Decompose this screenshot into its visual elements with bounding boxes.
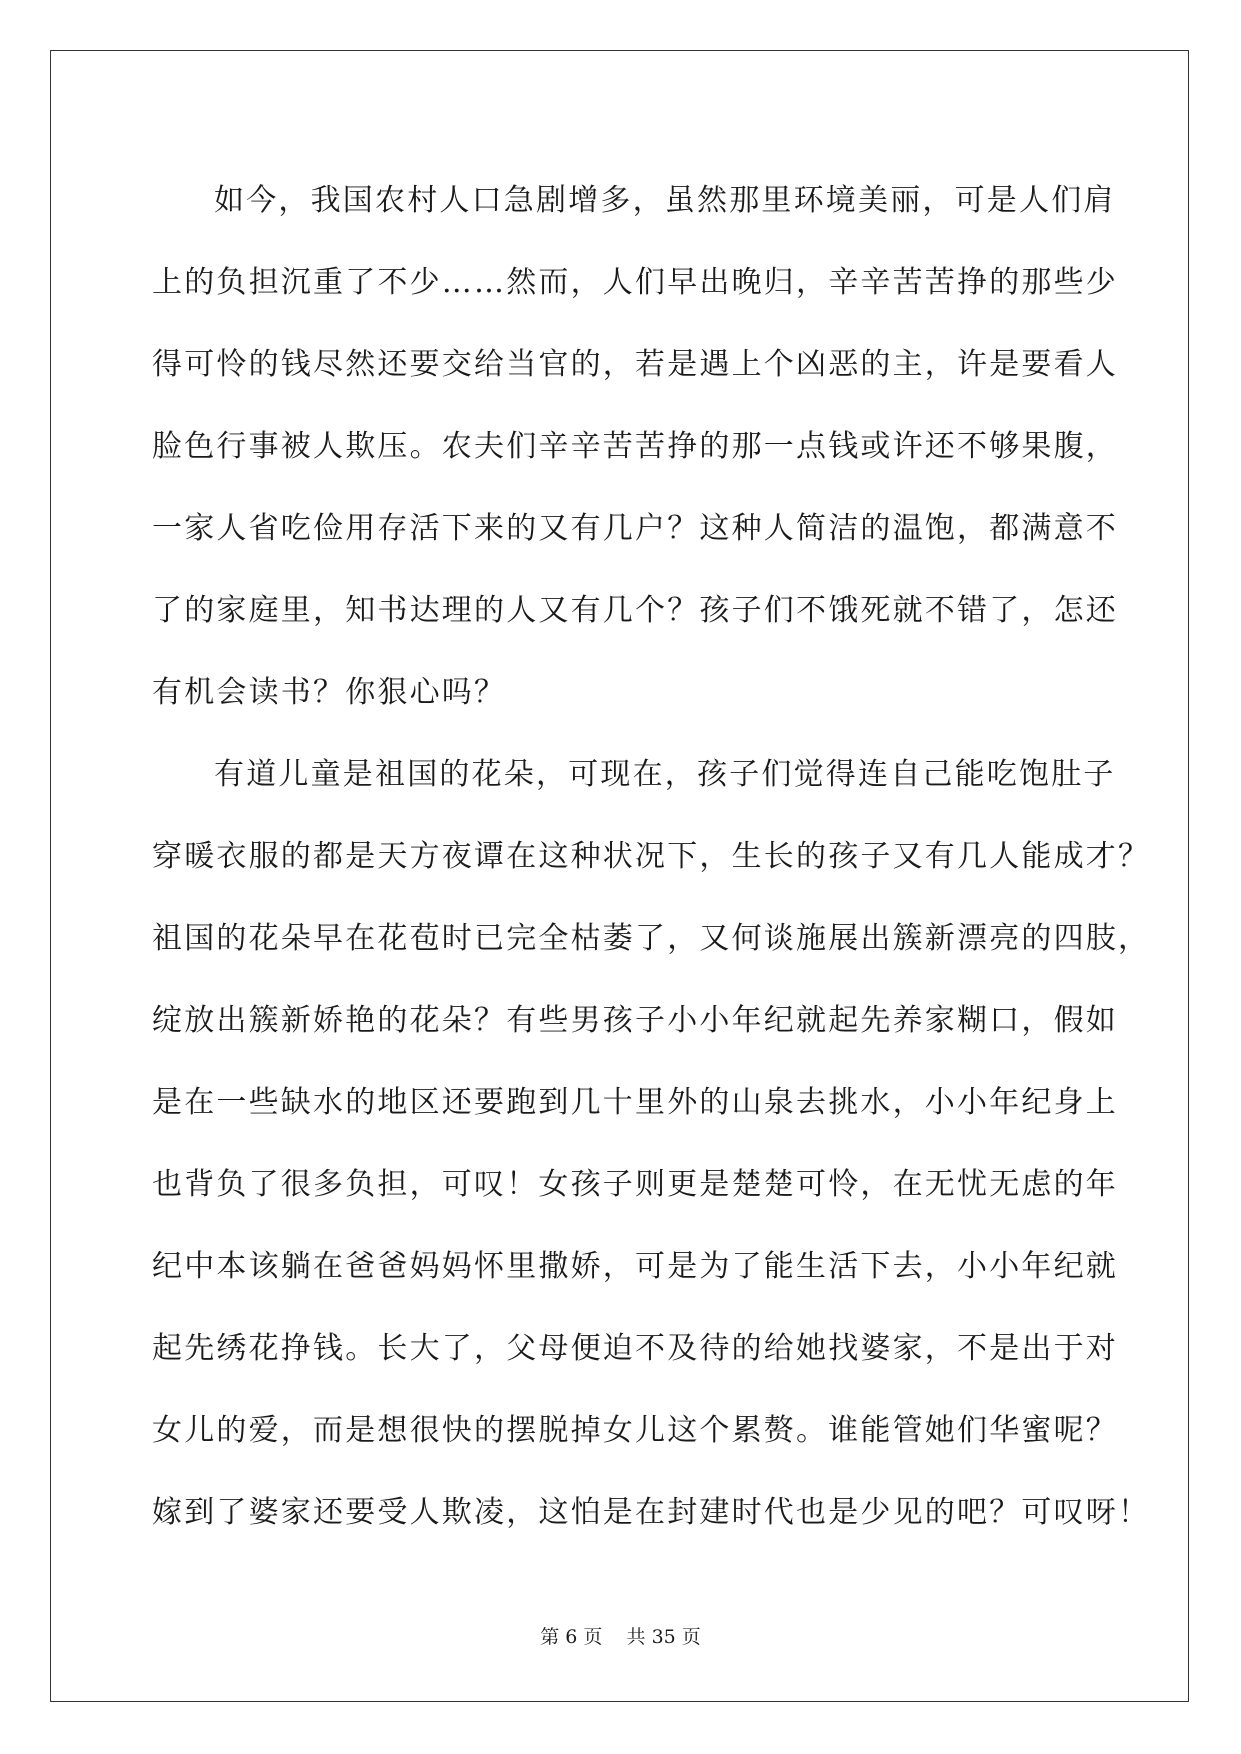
text-line: 得可怜的钱尽然还要交给当官的，若是遇上个凶恶的主，许是要看人: [152, 347, 1118, 382]
text-line: 是在一些缺水的地区还要跑到几十里外的山泉去挑水，小小年纪身上: [152, 1085, 1118, 1120]
text-line: 纪中本该躺在爸爸妈妈怀里撒娇，可是为了能生活下去，小小年纪就: [152, 1249, 1118, 1284]
text-line: 祖国的花朵早在花苞时已完全枯萎了，又何谈施展出簇新漂亮的四肢，: [152, 921, 1151, 956]
page-number-footer: 第 6 页 共 35 页: [540, 1626, 701, 1648]
text-line: 了的家庭里，知书达理的人又有几个？孩子们不饿死就不错了，怎还: [152, 593, 1118, 628]
text-line: 绽放出簇新娇艳的花朵？有些男孩子小小年纪就起先养家糊口，假如: [152, 1003, 1118, 1038]
text-line: 一家人省吃俭用存活下来的又有几户？这种人简洁的温饱，都满意不: [152, 511, 1118, 546]
text-line: 脸色行事被人欺压。农夫们辛辛苦苦挣的那一点钱或许还不够果腹，: [152, 429, 1118, 464]
text-line: 起先绣花挣钱。长大了，父母便迫不及待的给她找婆家，不是出于对: [152, 1331, 1118, 1366]
text-line: 如今，我国农村人口急剧增多，虽然那里环境美丽，可是人们肩: [214, 183, 1116, 218]
text-line: 嫁到了婆家还要受人欺凌，这怕是在封建时代也是少见的吧？可叹呀！: [152, 1495, 1151, 1530]
text-line: 有道儿童是祖国的花朵，可现在，孩子们觉得连自己能吃饱肚子: [214, 757, 1116, 792]
text-line: 穿暖衣服的都是天方夜谭在这种状况下，生长的孩子又有几人能成才？: [152, 839, 1151, 874]
document-body: [152, 160, 1151, 1554]
text-line: 女儿的爱，而是想很快的摆脱掉女儿这个累赘。谁能管她们华蜜呢？: [152, 1413, 1118, 1448]
text-line: 有机会读书？你狠心吗？: [152, 675, 507, 710]
text-line: 也背负了很多负担，可叹！女孩子则更是楚楚可怜，在无忧无虑的年: [152, 1167, 1118, 1202]
text-line: 上的负担沉重了不少……然而，人们早出晚归，辛辛苦苦挣的那些少: [152, 265, 1118, 300]
